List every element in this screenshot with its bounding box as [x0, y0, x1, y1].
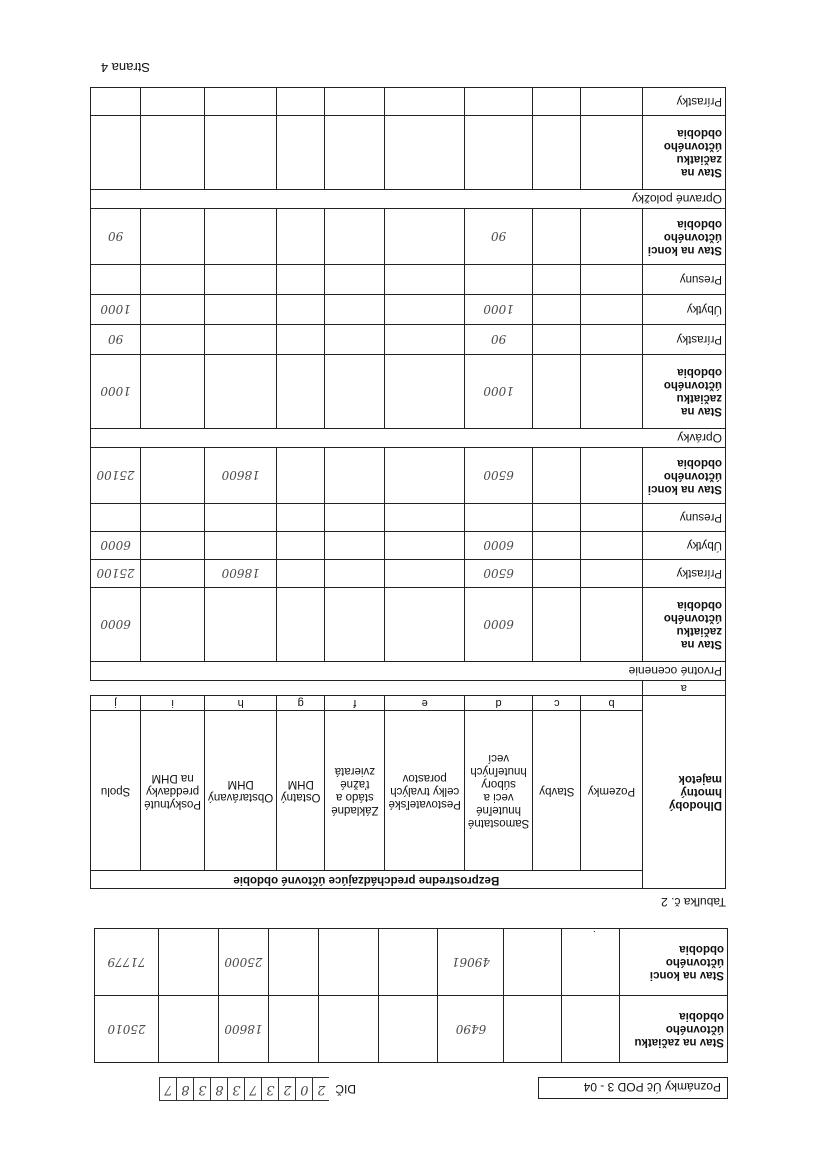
- row-label: Prírastky: [642, 560, 725, 588]
- table-row: [95, 929, 728, 996]
- cell-j: 25100: [91, 448, 141, 504]
- cell-d: 6490: [438, 996, 504, 1063]
- col-header-h: Obstarávaný DHM: [205, 711, 277, 871]
- cell-d: [464, 116, 532, 190]
- dic-digit: 3: [227, 1077, 244, 1101]
- section-title: Opravné položky: [91, 190, 726, 209]
- cell-h: 25000: [218, 929, 268, 996]
- table-row: [91, 532, 726, 560]
- cell-j: 25010: [95, 996, 159, 1063]
- row-label: Presuny: [642, 504, 725, 532]
- col-key-e: e: [385, 696, 464, 711]
- cell-d: [464, 504, 532, 532]
- cell-j: 71779: [95, 929, 159, 996]
- cell-j: 25100: [91, 560, 141, 588]
- col-key-f: f: [325, 696, 385, 711]
- dic-digit: 3: [193, 1077, 210, 1101]
- section-header: [91, 429, 726, 448]
- table-row: [95, 996, 728, 1063]
- top-table: [94, 928, 728, 1063]
- row-label: Stav na začiatku účtovného obdobia: [620, 996, 728, 1063]
- table-row: [91, 696, 726, 711]
- table-row: [91, 295, 726, 325]
- cell-h: [205, 532, 277, 560]
- dic-digit: 8: [176, 1077, 193, 1101]
- page-number: Strana 4: [100, 60, 150, 75]
- cell-h: [205, 295, 277, 325]
- col-header-e: Pestovateľské celky trvalých porastov: [385, 711, 464, 871]
- table-row: [91, 448, 726, 504]
- col-header-c: Stavby: [533, 711, 581, 871]
- cell-d: 90: [464, 325, 532, 355]
- cell-d: [464, 265, 532, 295]
- col-header-f: Základné stádo a ťažné zvieratá: [325, 711, 385, 871]
- dic-digit: 7: [244, 1077, 261, 1101]
- table-row: [91, 265, 726, 295]
- cell-h: [205, 504, 277, 532]
- row-label: Stav na začiatku účtovného obdobia: [642, 355, 725, 429]
- col-key-i: i: [141, 696, 205, 711]
- cell-j: [91, 504, 141, 532]
- table-row: [91, 88, 726, 116]
- col-header-d: Samostatné hnuteľné veci a súbory hnuteľných vecí: [464, 711, 532, 871]
- cell-h: [205, 325, 277, 355]
- col-key-j: j: [91, 696, 141, 711]
- period-header: Bezprostredne predchádzajúce účtovné obdobie: [91, 871, 643, 889]
- col-key-b: b: [581, 696, 642, 711]
- cell-h: [205, 355, 277, 429]
- cell-h: [205, 88, 277, 116]
- row-label: Stav na konci účtovného obdobia: [642, 448, 725, 504]
- col-key-d: d: [464, 696, 532, 711]
- row-label: Presuny: [642, 265, 725, 295]
- section-title: Prvotné ocenenie: [91, 662, 726, 681]
- dic-digit: 7: [159, 1077, 176, 1101]
- dic-digit: 8: [210, 1077, 227, 1101]
- table-row: [91, 871, 726, 889]
- cell-j: [91, 265, 141, 295]
- table-row: [91, 681, 726, 696]
- table-row: [91, 711, 726, 871]
- col-key-h: h: [205, 696, 277, 711]
- cell-h: [205, 588, 277, 662]
- col-header-a: Dlhodobý hmotný majetok: [642, 696, 725, 889]
- row-label: Stav na konci účtovného obdobia: [642, 209, 725, 265]
- cell-d: [464, 88, 532, 116]
- cell-h: [205, 116, 277, 190]
- row-label: Prírastky: [642, 325, 725, 355]
- table-row: [91, 116, 726, 190]
- dic-field: [159, 1077, 356, 1101]
- cell-d: 6500: [464, 448, 532, 504]
- table-row: [91, 325, 726, 355]
- col-key-a: a: [642, 681, 725, 696]
- cell-j: [91, 116, 141, 190]
- row-label: Prírastky: [642, 88, 725, 116]
- row-label: Stav na začiatku účtovného obdobia: [642, 116, 725, 190]
- section-title: Oprávky: [91, 429, 726, 448]
- cell-d: 6000: [464, 532, 532, 560]
- cell-j: 1000: [91, 295, 141, 325]
- section-header: [91, 190, 726, 209]
- col-header-j: Spolu: [91, 711, 141, 871]
- cell-d: 1000: [464, 295, 532, 325]
- cell-d: 6000: [464, 588, 532, 662]
- dic-digit: 2: [278, 1077, 295, 1101]
- dot-mark: ·: [592, 926, 596, 937]
- cell-h: 18600: [218, 996, 268, 1063]
- table-caption: Tabuľka č. 2: [661, 895, 726, 909]
- cell-j: 90: [91, 325, 141, 355]
- row-label: Stav na začiatku účtovného obdobia: [642, 588, 725, 662]
- cell-j: 90: [91, 209, 141, 265]
- dic-digit: 3: [261, 1077, 278, 1101]
- cell-d: 90: [464, 209, 532, 265]
- section-header: [91, 662, 726, 681]
- cell-j: 6000: [91, 588, 141, 662]
- table-row: [91, 209, 726, 265]
- col-header-g: Ostatný DHM: [277, 711, 325, 871]
- col-key-g: g: [277, 696, 325, 711]
- cell-d: 1000: [464, 355, 532, 429]
- cell-d: 49061: [438, 929, 504, 996]
- dic-digit: 0: [295, 1077, 312, 1101]
- table-row: [91, 355, 726, 429]
- cell-j: 6000: [91, 532, 141, 560]
- col-header-b: Pozemky: [581, 711, 642, 871]
- main-table: [90, 87, 726, 889]
- cell-h: 18600: [205, 560, 277, 588]
- cell-h: [205, 265, 277, 295]
- cell-h: [205, 209, 277, 265]
- table-row: [91, 504, 726, 532]
- dic-digit: 2: [312, 1077, 329, 1101]
- row-label: Stav na konci účtovného obdobia: [620, 929, 728, 996]
- cell-d: 6500: [464, 560, 532, 588]
- row-label: Úbytky: [642, 532, 725, 560]
- cell-h: 18600: [205, 448, 277, 504]
- row-label: Úbytky: [642, 295, 725, 325]
- cell-j: [91, 88, 141, 116]
- col-header-i: Poskytnuté preddavky na DHM: [141, 711, 205, 871]
- dic-label: DIČ: [335, 1082, 356, 1096]
- col-key-c: c: [533, 696, 581, 711]
- table-row: [91, 588, 726, 662]
- cell-j: 1000: [91, 355, 141, 429]
- form-label: Poznámky Úč POD 3 - 04: [538, 1077, 728, 1099]
- table-row: [91, 560, 726, 588]
